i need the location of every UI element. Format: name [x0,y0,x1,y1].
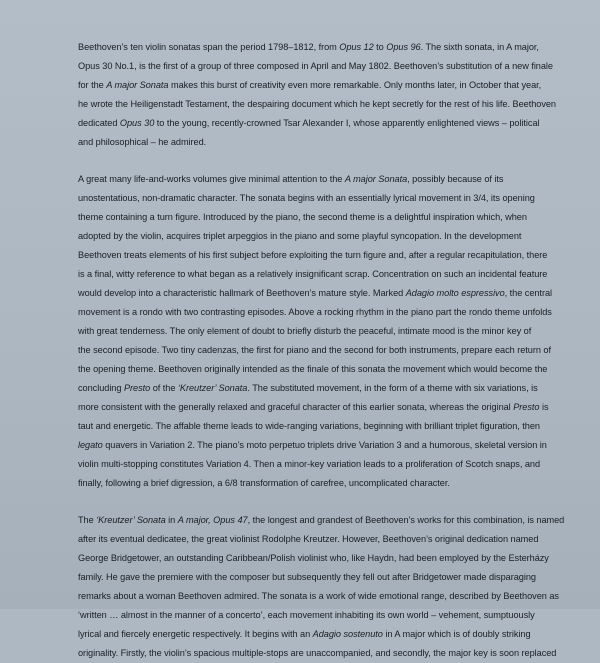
italic-text-run: legato [78,440,103,450]
italic-text-run: Presto [513,402,540,412]
text-line [78,133,578,152]
text-run: , possibly because of its [407,174,504,184]
text-line [78,417,578,436]
text-run: with great tenderness. The only element of doubt to briefly disturb the peaceful, intimate mood is the minor key of [78,326,532,336]
text-line [78,568,578,587]
text-run: movement is a rondo with two contrasting episodes. Above a rocking rhythm in the piano part the rondo theme unfolds [78,307,552,317]
italic-text-run: A major Sonata [106,80,169,90]
text-run: unostentatious, non-dramatic character. The sonata begins with an essentially lyrical movement in 3/4, its opening [78,193,535,203]
text-line [78,360,578,379]
text-line [78,303,578,322]
text-run: dedicated [78,118,120,128]
italic-text-run: Opus 96 [386,42,421,52]
text-line [78,436,578,455]
text-run: the opening theme. Beethoven originally intended as the finale of this sonata the movement which would become the [78,364,548,374]
paragraph [78,38,578,152]
text-run: is a final, witty reference to what began as a relatively insignificant scrap. Concentration on such an incidental feature [78,269,548,279]
text-run: originality. Firstly, the violin’s spacious multiple-stops are unaccompanied, and secondly, the major key is soon replaced [78,648,557,658]
text-run: makes this burst of creativity even more remarkable. Only months later, in October that year, [168,80,542,90]
text-line [78,549,578,568]
text-run: violin multi-stopping constitutes Variation 4. Then a minor-key variation leads to a proliferation of Scotch snaps, and [78,459,541,469]
text-line [78,227,578,246]
text-run: to the young, recently-crowned Tsar Alexander I, whose apparently enlightened views – political [154,118,540,128]
text-run: remarks about a woman Beethoven admired. The sonata is a work of wide emotional range, described by Beethoven as [78,591,559,601]
paragraph [78,170,578,493]
text-line [78,57,578,76]
italic-text-run: ‘Kreutzer’ Sonata [96,515,166,525]
italic-text-run: Presto [123,383,151,393]
text-run: finally, following a brief digression, a 6/8 transformation of carefree, uncomplicated character. [78,478,450,488]
text-run: adopted by the violin, acquires triplet arpeggios in the piano and some playful syncopation. In the development [78,231,522,241]
text-line [78,208,578,227]
text-run: lyrical and fiercely energetic respectively. It begins with an [78,629,313,639]
liner-notes-text [78,38,578,663]
text-line [78,398,578,417]
text-run: , the central [504,288,553,298]
italic-text-run: Opus 30 [119,118,155,128]
italic-text-run: A major Sonata [344,174,408,184]
text-line [78,322,578,341]
text-line [78,76,578,95]
text-run: Beethoven treats elements of his first subject before exploiting the turn figure and, after a regular recapitulation, there [78,250,548,260]
text-run: for the [78,80,107,90]
text-run: George Bridgetower, an outstanding Caribbean/Polish violinist who, like Haydn, had been employed by the Esterházy [78,553,549,563]
text-line [78,189,578,208]
text-line [78,530,578,549]
text-line [78,95,578,114]
text-run: the second episode. Two tiny cadenzas, the first for piano and the second for both instruments, prepare each return of [78,345,551,355]
text-run: family. He gave the premiere with the composer but subsequently they fell out after Bridgetower made disparaging [78,572,536,582]
text-line [78,474,578,493]
text-run: The [78,515,97,525]
italic-text-run: Adagio molto espressivo [405,288,505,298]
text-line [78,341,578,360]
text-run: A great many life-and-works volumes give minimal attention to the [78,174,345,184]
text-line [78,170,578,189]
text-line [78,644,578,663]
text-run: more consistent with the generally relaxed and graceful character of this earlier sonata, whereas the original [78,402,514,412]
text-line [78,511,578,530]
text-run: would develop into a characteristic hallmark of Beethoven’s mature style. Marked [78,288,406,298]
text-line [78,265,578,284]
text-run: is [539,402,549,412]
text-run: ‘written … almost in the manner of a concerto’, each movement inhabiting its own world – vehement, sumptuously [78,610,535,620]
text-line [78,38,578,57]
text-line [78,379,578,398]
text-line [78,246,578,265]
text-run: in A major which is of doubly striking [382,629,531,639]
text-run: to [373,42,387,52]
text-run: concluding [78,383,124,393]
text-line [78,455,578,474]
italic-text-run: Opus 12 [339,42,374,52]
text-run: quavers in Variation 2. The piano’s moto perpetuo triplets drive Variation 3 and a humorous, skeletal version in [102,440,547,450]
text-run: . The sixth sonata, in A major, [420,42,539,52]
paragraph [78,511,578,663]
text-run: Opus 30 No.1, is the first of a group of three composed in April and May 1802. Beethoven’s substitution of a new finale [78,61,553,71]
text-line [78,587,578,606]
text-line [78,284,578,303]
italic-text-run: ‘Kreutzer’ Sonata [177,383,248,393]
text-run: taut and energetic. The affable theme leads to wide-ranging variations, beginning with brilliant triplet figuration, then [78,421,540,431]
text-run: of the [150,383,178,393]
text-run: and philosophical – he admired. [78,137,207,147]
text-run: he wrote the Heiligenstadt Testament, the despairing document which he kept secretly for the rest of his life. Beethoven [78,99,556,109]
text-run: , the longest and grandest of Beethoven’s works for this combination, is named [247,515,565,525]
text-line [78,114,578,133]
text-line [78,625,578,644]
text-run: theme containing a turn figure. Introduced by the piano, the second theme is a delightful inspiration which, when [78,212,527,222]
italic-text-run: Adagio sostenuto [312,629,383,639]
italic-text-run: A major, Opus 47 [177,515,248,525]
text-run: . The substituted movement, in the form of a theme with six variations, is [247,383,538,393]
text-run: in [165,515,178,525]
text-run: Beethoven’s ten violin sonatas span the period 1798–1812, from [78,42,340,52]
text-run: after its eventual dedicatee, the great violinist Rodolphe Kreutzer. However, Beethoven’s original dedication named [78,534,539,544]
